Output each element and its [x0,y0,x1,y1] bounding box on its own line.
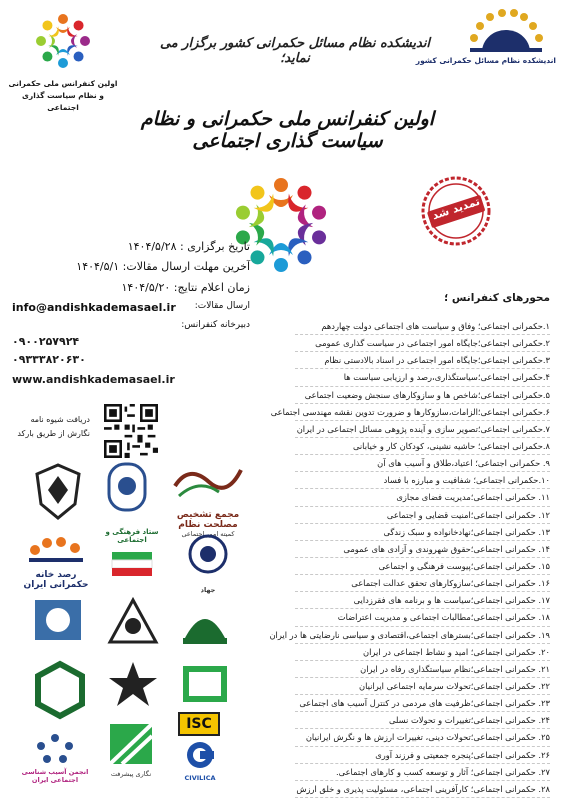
list-item: ۱۲. حکمرانی اجتماعی؛امنیت قضایی و اجتماعی [295,507,550,524]
mosque-emblem-icon [106,596,160,646]
list-item: ۲.حکمرانی اجتماعی؛جایگاه امور اجتماعی در سیاست گذاری عمومی [295,335,550,352]
sponsor-logo-star [100,660,166,712]
template-note-line2: نگارش از طریق بارکد [17,429,90,438]
list-item: ۱۵. حکمرانی اجتماعی؛پیوست فرهنگی و اجتماعی [295,558,550,575]
template-note [17,413,90,441]
sponsor-culture-label: ستاد فرهنگی و اجتماعی [105,528,159,544]
sponsor-logo-jahad [168,532,248,594]
organizer-logo [415,8,556,78]
list-item: ۱۳. حکمرانی اجتماعی؛نهادخانواده و سبک زندگی [295,524,550,541]
topics-heading: محورهای کنفرانس ؛ [444,292,550,304]
topics-list [269,318,550,798]
list-item: ۲۸. حکمرانی اجتماعی؛ کارآفرینی اجتماعی، مسئولیت پذیری و خلق ارزش [295,781,550,798]
list-item: ۲۵. حکمرانی اجتماعی؛تحولات دینی، تغییرات ارزش ها و نگرش ایرانیان [295,729,550,746]
page-title: اولین کنفرانس ملی حکمرانی و نظام سیاست گذاری اجتماعی [140,108,435,152]
sponsor-jahad-label: جهاد [200,586,216,594]
sponsor-logo-shield [28,462,88,526]
list-item: ۴.حکمرانی اجتماعی؛سیاستگذاری،رصد و ارزیابی سیاست ها [295,369,550,386]
submit-label: ارسال مقالات: [194,301,250,311]
secretariat-label: دبیرخانه کنفرانس: [181,320,250,330]
list-item: ۱۴. حکمرانی اجتماعی؛حقوق شهروندی و آزادی های عمومی [295,541,550,558]
date-results: زمان اعلام نتایج: ۱۴۰۴/۵/۲۰ [121,281,250,294]
extended-stamp [420,175,492,247]
list-item: ۱۸. حکمرانی اجتماعی؛مطالبات اجتماعی و مدیریت اعتراضات [295,609,550,626]
sponsor-logo-book [172,660,238,712]
date-held: تاریخ برگزاری : ۱۴۰۴/۵/۲۸ [127,240,250,253]
qr-code-icon[interactable] [104,404,158,458]
list-item: ۸.حکمرانی اجتماعی؛ حاشیه نشینی، کودکان کار و خیابانی [295,438,550,455]
list-item: ۹. حکمرانی اجتماعی؛ اعتیاد،طلاق و آسیب های آن [295,455,550,472]
date-deadline: آخرین مهلت ارسال مقالات: ۱۴۰۴/۵/۱ [76,260,250,273]
sponsor-social-harm-label: انجمن آسیب شناسی اجتماعی ایران [21,768,89,784]
star-emblem-icon [105,660,161,708]
sponsor-logo-pishraft [100,722,162,778]
list-item: ۲۳. حکمرانی اجتماعی؛ظرفیت های مردمی در کنترل آسیب های اجتماعی [295,695,550,712]
phone-number-2: ۰۹۳۳۳۸۲۰۶۳۰ [12,353,86,366]
conference-logo-caption-1: اولین کنفرانس ملی حکمرانی [8,79,118,88]
book-emblem-icon [177,660,233,708]
sponsor-logo-expediency [168,456,248,538]
isc-label: ISC [178,712,220,736]
stamp-text: تمدید شد [430,194,482,223]
people-circle-icon [28,8,98,74]
ornate-seal-icon [102,460,152,516]
sponsor-logo-observatory [16,534,96,590]
civilica-label: CIVILICA [184,774,216,782]
organizer-logo-caption: اندیشکده نظام مسائل حکمرانی کشور [415,56,556,65]
sponsor-pishraft-label: نگاری پیشرفت [110,770,152,778]
dome-emblem-icon [175,600,235,648]
list-item: ۱۶. حکمرانی اجتماعی؛سازوکارهای تحقق عدالت اجتماعی [295,575,550,592]
sponsor-expediency-label: مجمع تشخیص مصلحت نظام [176,510,240,530]
sponsor-logo-hexagon [28,660,92,724]
template-note-line1: دریافت شیوه نامه [30,415,90,424]
shield-emblem-icon [33,462,83,522]
hexagon-emblem-icon [32,660,88,720]
jahad-emblem-icon [173,532,243,582]
list-item: ۲۲. حکمرانی اجتماعی؛تحولات سرمایه اجتماعی ایرانیان [295,678,550,695]
phone-number-1: ۰۹۰۰۲۵۷۹۲۴ [12,335,80,348]
sponsor-logo-seal [96,460,158,520]
list-item: ۳.حکمرانی اجتماعی؛جایگاه امور اجتماعی در اسناد بالادستی نظام [295,352,550,369]
sponsor-logo-university [28,596,88,648]
sponsor-logo-isc [178,712,220,736]
list-item: ۱.حکمرانی اجتماعی؛ وفاق و سیاست های اجتماعی دولت چهاردهم [295,318,550,335]
list-item: ۶.حکمرانی اجتماعی؛الزامات،سازوکارها و ضرورت تدوین نقشه مهندسی اجتماعی [295,404,550,421]
calligraphy-emblem-icon [169,456,247,506]
list-item: ۲۴. حکمرانی اجتماعی؛تغییرات و تحولات نسلی [295,712,550,729]
email-link[interactable]: info@andishkademasael.ir [12,301,176,314]
organizer-line: اندیشکده نظام مسائل حکمرانی کشور برگزار می نماید؛ [159,36,431,66]
list-item: ۱۱. حکمرانی اجتماعی؛مدیریت فضای مجازی [295,489,550,506]
list-item: ۲۷. حکمرانی اجتماعی؛ آثار و توسعه کسب و کارهای اجتماعی. [295,764,550,781]
website-link[interactable]: www.andishkademasael.ir [12,373,175,386]
list-item: ۱۰.حکمرانی اجتماعی؛ شفافیت و مبارزه با فساد [295,472,550,489]
people-arc-icon [21,534,91,566]
list-item: ۵.حکمرانی اجتماعی؛شاخص ها و سازوکارهای سنجش وضعیت اجتماعی [295,387,550,404]
list-item: ۲۰. حکمرانی اجتماعی؛ امید و نشاط اجتماعی در ایران [295,644,550,661]
list-item: ۲۱. حکمرانی اجتماعی؛نظام سیاستگذاری رفاه در ایران [295,661,550,678]
sponsor-logo-dome [172,600,238,652]
civilica-c-icon [182,740,218,770]
sponsor-logo-social-harm [14,732,96,784]
people-star-icon [33,732,77,764]
list-item: ۷.حکمرانی اجتماعی؛تصویر سازی و آینده پژوهی مسائل اجتماعی در ایران [295,421,550,438]
list-item: ۱۷. حکمرانی اجتماعی؛سیاست ها و برنامه های فقرزدایی [295,592,550,609]
conference-logo-caption-2: و نظام سیاست گذاری اجتماعی [22,91,104,112]
diagonal-stripes-icon [106,722,156,766]
university-emblem-icon [31,596,85,644]
sponsor-observatory-label: رصد خانه حکمرانی ایران [23,570,89,590]
list-item: ۱۹. حکمرانی اجتماعی؛بسترهای اجتماعی،اقتصادی و سیاسی نارضایتی ها در ایران [295,627,550,644]
sponsor-logo-culture-hq [96,528,168,588]
sponsor-logo-emblem [102,596,164,650]
sponsor-expediency-sub: کمیته امور اجتماعی [181,530,235,538]
sun-arc-icon [466,8,546,54]
sponsor-logo-civilica [170,740,230,782]
flag-emblem-icon [102,544,162,584]
list-item: ۲۶. حکمرانی اجتماعی؛پنجره جمعیتی و فرزند آوری [295,747,550,764]
conference-logo [8,8,118,118]
